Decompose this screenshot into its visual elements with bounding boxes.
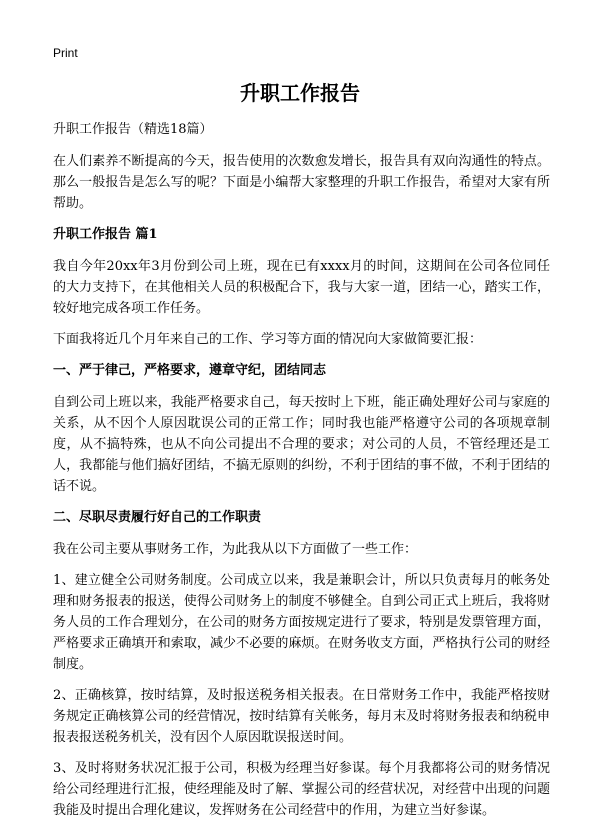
document-title: 升职工作报告 [240,81,360,105]
document-subtitle: 升职工作报告（精选18篇） [53,122,213,137]
paragraph: 下面我将近几个月年来自己的工作、学习等方面的情况向大家做简要汇报： [53,332,483,347]
paragraph: 3、及时将财务状况汇报于公司，积极为经理当好参谋。每个月我都将公司的财务情况给公司经理进行汇报，使经理能及时了解、掌握公司的经营状况，对经营中出现的问题我能及时提出合理化建议，发挥财务在公司经营中的作用，为建立当好参谋。 [53,761,550,818]
intro-paragraph: 在人们素养不断提高的今天，报告使用的次数愈发增长，报告具有双向沟通性的特点。那么一般报告是怎么写的呢？下面是小编帮大家整理的升职工作报告，希望对大家有所帮助。 [53,154,550,211]
paragraph: 我在公司主要从事财务工作，为此我从以下方面做了一些工作： [53,542,418,557]
paragraph: 我自今年20xx年3月份到公司上班，现在已有xxxx月的时间，这期间在公司各位同任的大力支持下，在其他相关人员的积极配合下，我与大家一道，团结一心，踏实工作，较好地完成各项工作任务。 [53,259,550,316]
document-body [53,119,550,828]
print-link[interactable]: Print [53,46,78,60]
section-heading: 升职工作报告 篇1 [53,227,158,242]
paragraph: 自到公司上班以来，我能严格要求自己，每天按时上下班，能正确处理好公司与家庭的关系，从不因个人原因耽误公司的正常工作；同时我也能严格遵守公司的各项规章制度，从不搞特殊，也从不向公司提出不合理的要求；对公司的人员，不管经理还是工人，我都能与他们搞好团结，不搞无原则的纠纷，不利于团结的事不做，不利于团结的话不说。 [53,395,550,494]
paragraph: 2、正确核算，按时结算，及时报送税务相关报表。在日常财务工作中，我能严格按财务规定正确核算公司的经营情况，按时结算有关帐务，每月末及时将财务报表和纳税申报表报送税务机关，没有因个人原因耽误报送时间。 [53,688,550,745]
paragraph: 1、建立健全公司财务制度。公司成立以来，我是兼职会计，所以只负责每月的帐务处理和财务报表的报送，使得公司财务上的制度不够健全。自到公司正式上班后，我将财务人员的工作合理划分，在公司的财务方面按规定进行了要求，特别是发票管理方面，严格要求正确填开和索取，减少不必要的麻烦。在财务收支方面，严格执行公司的财经制度。 [53,573,550,672]
subsection-heading: 一、严于律己，严格要求，遵章守纪，团结同志 [53,363,327,378]
subsection-heading: 二、尽职尽责履行好自己的工作职责 [53,510,262,525]
